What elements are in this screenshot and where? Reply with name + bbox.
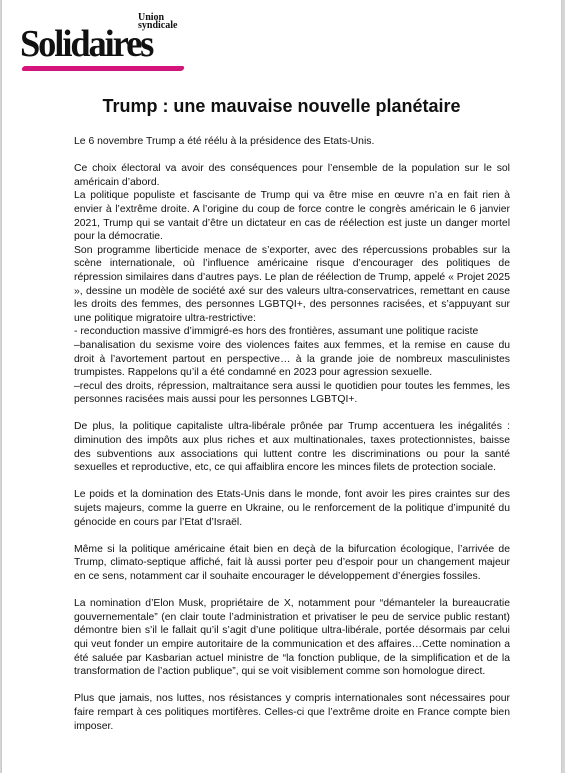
logo-underline [21,66,185,71]
paragraph: La politique populiste et fascisante de Trump qui va être mise en œuvre n’a en fait rien à envier à l’extrême droite. A l’origine du coup de force contre le congrès américain le 6 janvier 2021, Trump qui se vantait d’être un dictateur en cas de réélection est juste un danger mortel pour la démocratie. [74,190,510,243]
paragraph: De plus, la politique capitaliste ultra-libérale prônée par Trump accentuera les inégalités : diminution des impôts aux plus riches et aux multinationales, taxes protectionnistes, baisse des subventions aux associations qui luttent contre les discriminations ou pour la santé sexuelles et reproductive, etc, ce qui affaiblira encore les minces filets de protection sociale. [74,421,510,474]
paragraph: Son programme liberticide menace de s’exporter, avec des répercussions probables sur la scène internationale, où l’influence américaine risque d’encourager des politiques de répression similaires dans d’autres pays. Le plan de réélection de Trump, appelé « Projet 2025 », dessine un modèle de société axé sur des valeurs ultra-conservatrices, remettant en cause les droits des femmes, des personnes LGBTQI+, des personnes racisées, et s’appuyant sur une politique migratoire ultra-restrictive: [74,244,510,324]
paragraph: Même si la politique américaine était bien en deçà de la bifurcation écologique, l’arrivée de Trump, climato-septique affiché, fait là aussi porter peu d’espoir pour un changement majeur en ce sens, notamment car il souhaite encourager le développement d’énergies fossiles. [74,543,510,582]
list-item: –recul des droits, répression, maltraitance sera aussi le quotidien pour toutes les femmes, les personnes racisées mais aussi pour les personnes LGBTQI+. [74,380,510,406]
document-page [2,0,561,773]
paragraph: La nomination d’Elon Musk, propriétaire de X, notamment pour “démanteler la bureaucratie gouvernementale” (en clair toute l’administration et privatiser le peu de service public restant) démontre bien s’il le fallait qu’il s’agit d’une politique ultra-libérale, portée désormais par celui qui veut fonder un empire autoritaire de la communication et des affaires…Cette nomination a été saluée par Kasbarian actuel ministre de “la fonction publique, de la simplification et de la transformation de l’action publique”, qui se voit visiblement comme son homologue direct. [74,598,510,678]
document-body [74,135,510,733]
logo-name: Solidaires [20,23,153,65]
paragraph: Le poids et la domination des Etats-Unis dans le monde, font avoir les pires craintes sur des sujets majeurs, comme la guerre en Ukraine, ou le renforcement de la politique d’impunité du génocide en cours par l’Etat d’Israël. [74,489,510,528]
paragraph: Le 6 novembre Trump a été réélu à la présidence des Etats-Unis. [74,136,375,147]
solidaires-logo [22,6,192,72]
logo-union-text: Union [138,12,165,23]
document-title: Trump : une mauvaise nouvelle planétaire [102,96,461,116]
logo-syndicale-text: syndicale [138,20,178,31]
paragraph: Ce choix électoral va avoir des conséquences pour l’ensemble de la population sur le sol américain d’abord. [74,163,510,188]
paragraph: Plus que jamais, nos luttes, nos résistances y compris internationales sont nécessaires pour faire rempart à ces politiques mortifères. Celles-ci que l’extrême droite en France compte bien imposer. [74,693,510,732]
list-item: –banalisation du sexisme voire des violences faites aux femmes, et la remise en cause du droit à l’avortement partout en perspective… à la grande joie de nombreux masculinistes trumpistes. Rappelons qu’il a été condamné en 2023 pour agression sexuelle. [74,339,510,379]
list-item: - reconduction massive d’immigré-es hors des frontières, assumant une politique raciste [74,326,479,338]
